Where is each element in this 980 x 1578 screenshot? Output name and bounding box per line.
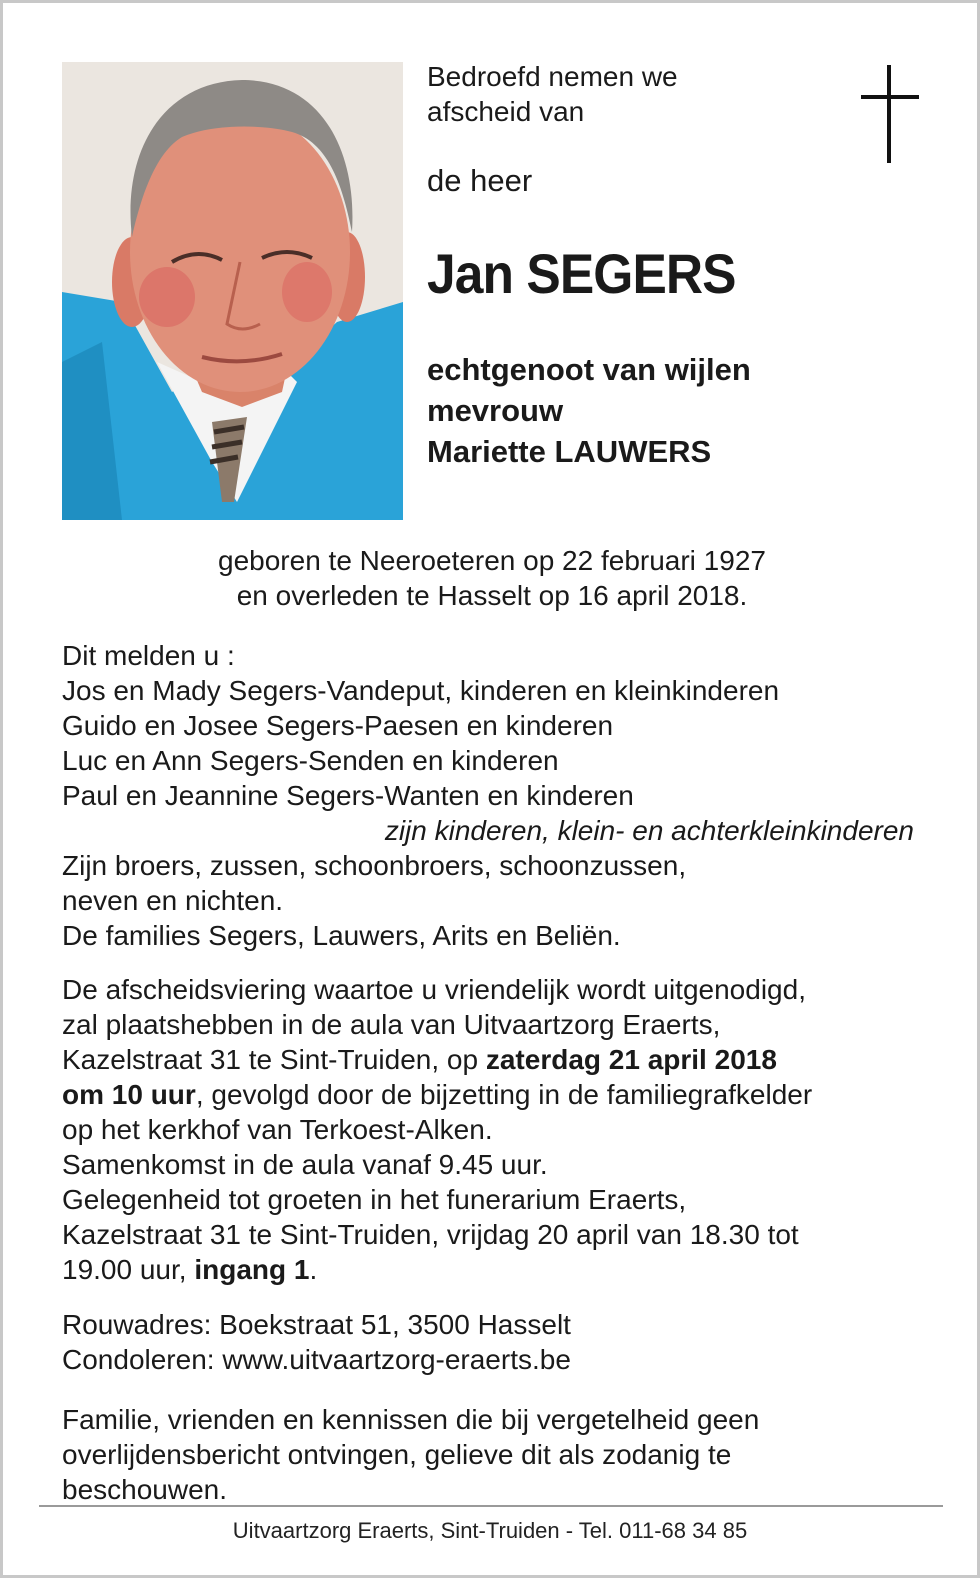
notice-block <box>62 1402 922 1507</box>
announcer-line: Guido en Josee Segers-Paesen en kinderen <box>62 710 614 741</box>
announcer-line: Jos en Mady Segers-Vandeput, kinderen en kleinkinderen <box>62 675 780 706</box>
intro-line-1: Bedroefd nemen we <box>427 61 678 92</box>
intro-text <box>427 59 678 129</box>
death-line: en overleden te Hasselt op 16 april 2018. <box>236 580 748 611</box>
ceremony-line-4 <box>62 1077 922 1112</box>
footer-text: Uitvaartzorg Eraerts, Sint-Truiden - Tel. 011-68 34 85 <box>232 1518 748 1543</box>
ceremony-date: zaterdag 21 april 2018 <box>485 1044 777 1075</box>
visit-time: 19.00 uur, <box>62 1254 195 1285</box>
announcers-block <box>62 638 922 953</box>
ceremony-line-1: De afscheidsviering waartoe u vriendelijk wordt uitgenodigd, <box>62 974 806 1005</box>
ceremony-line-6: Samenkomst in de aula vanaf 9.45 uur. <box>62 1149 548 1180</box>
spouse-line-3: Mariette LAUWERS <box>427 434 712 469</box>
families-line: De families Segers, Lauwers, Arits en Beliën. <box>62 920 621 951</box>
cross-icon <box>861 65 919 163</box>
spouse-line-1: echtgenoot van wijlen <box>427 352 751 387</box>
announcers-intro: Dit melden u : <box>62 640 235 671</box>
honorific: de heer <box>427 163 533 198</box>
ceremony-line-8: Kazelstraat 31 te Sint-Truiden, vrijdag 20 april van 18.30 tot <box>62 1219 799 1250</box>
siblings-line-2: neven en nichten. <box>62 885 284 916</box>
notice-line-1: Familie, vrienden en kennissen die bij vergetelheid geen <box>62 1404 760 1435</box>
footer-divider <box>39 1505 943 1507</box>
life-dates <box>62 543 922 613</box>
deceased-name: Jan SEGERS <box>427 242 736 305</box>
ceremony-line-3 <box>62 1042 922 1077</box>
announcer-line: Paul en Jeannine Segers-Wanten en kinderen <box>62 780 634 811</box>
mourning-address: Rouwadres: Boekstraat 51, 3500 Hasselt <box>62 1309 571 1340</box>
spouse-line-2: mevrouw <box>427 393 564 428</box>
ceremony-line-5: op het kerkhof van Terkoest-Alken. <box>62 1114 493 1145</box>
intro-line-2: afscheid van <box>427 96 585 127</box>
notice-line-2: overlijdensbericht ontvingen, gelieve dit als zodanig te <box>62 1439 732 1470</box>
ceremony-burial: , gevolgd door de bijzetting in de familiegrafkelder <box>195 1079 813 1110</box>
ceremony-line-7: Gelegenheid tot groeten in het funerarium Eraerts, <box>62 1184 687 1215</box>
siblings-line-1: Zijn broers, zussen, schoonbroers, schoonzussen, <box>62 850 687 881</box>
children-note: zijn kinderen, klein- en achterkleinkinderen <box>384 815 914 846</box>
condolence-link[interactable]: Condoleren: www.uitvaartzorg-eraerts.be <box>62 1344 571 1375</box>
ceremony-location: Kazelstraat 31 te Sint-Truiden, op <box>62 1044 486 1075</box>
ceremony-line-2: zal plaatshebben in de aula van Uitvaartzorg Eraerts, <box>62 1009 721 1040</box>
birth-line: geboren te Neeroeteren op 22 februari 1927 <box>218 545 766 576</box>
entrance: ingang 1 <box>194 1254 310 1285</box>
notice-line-3: beschouwen. <box>62 1474 228 1505</box>
ceremony-block <box>62 972 922 1287</box>
ceremony-time: om 10 uur <box>62 1079 196 1110</box>
portrait-photo <box>62 62 403 520</box>
ceremony-line-9 <box>62 1252 922 1287</box>
announcer-line: Luc en Ann Segers-Senden en kinderen <box>62 745 559 776</box>
period: . <box>309 1254 318 1285</box>
contact-block <box>62 1307 922 1377</box>
spouse-info <box>427 349 751 472</box>
